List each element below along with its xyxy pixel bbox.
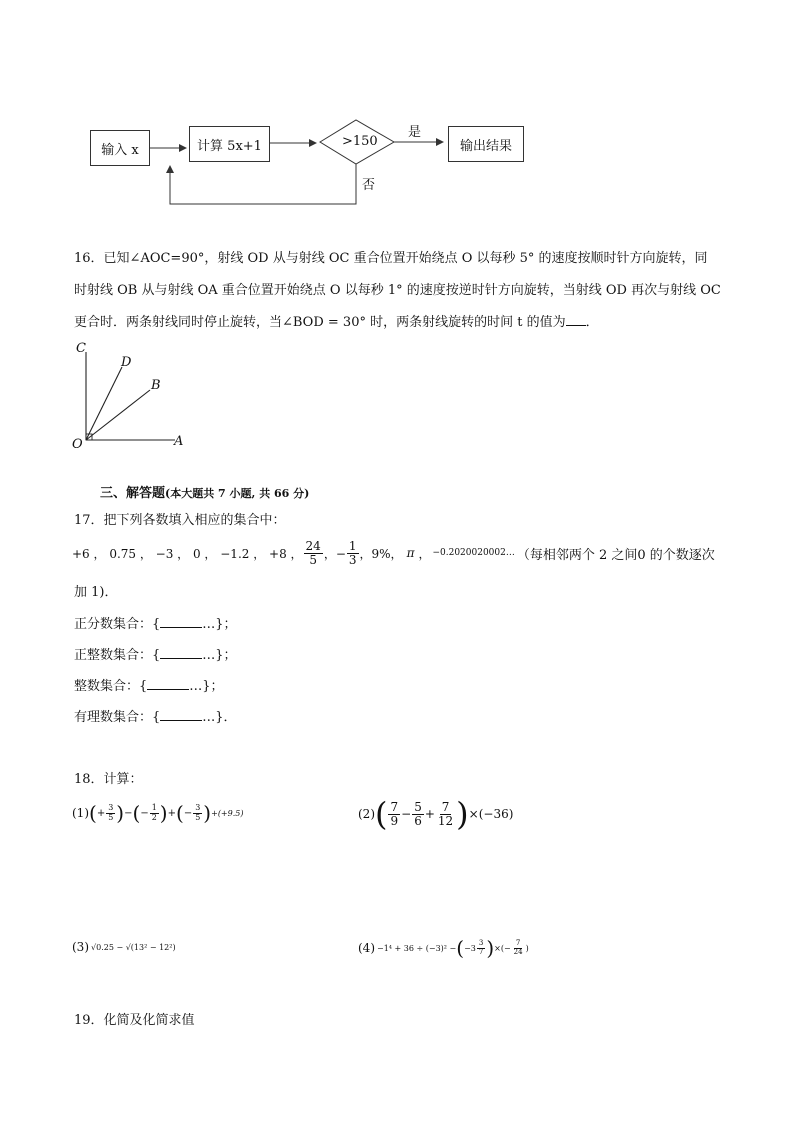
frac1-num: 24 — [305, 538, 321, 553]
p4-expr-c: ) — [525, 943, 529, 953]
q17-tail-1: （每相邻两个 2 之间0 的个数逐次 — [516, 547, 715, 563]
set3-blank[interactable] — [147, 678, 189, 690]
q16-text-3b: ． — [585, 315, 599, 330]
q17-nums-a: +6 ， 0.75 ， −3 ， 0 ， −1.2 ， +8 ， — [72, 546, 303, 561]
q17-set-positive-fraction — [74, 613, 237, 632]
p1-tail: +(+9.5) — [211, 808, 244, 818]
q18-intro-text: 计算： — [103, 772, 143, 787]
set1-blank[interactable] — [160, 616, 202, 628]
point-a-label: A — [174, 434, 184, 449]
set4-blank[interactable] — [160, 709, 202, 721]
p4-label: (4) — [358, 941, 375, 955]
q17-frac-24-5 — [304, 540, 323, 566]
frac2-num: 1 — [348, 538, 357, 553]
input-label: 输入 x — [101, 142, 139, 158]
q16-text-3: 更合时．两条射线同时停止旋转，当∠BOD = 30° 时，两条射线旋转的时间 t 的值为 — [74, 315, 566, 330]
ray-ob — [86, 390, 150, 440]
point-o-label: O — [72, 437, 83, 452]
p3-expr: √0.25 − √(13² − 12²) — [91, 942, 176, 952]
q17-nums-b: ，9%， — [359, 546, 403, 561]
q18-part1: (1) ( + $\frac{3}{5}$ ) − ( − $\frac{1}{2}$ ) + ( − $\frac{3}{5}$ ) +(+9.5) — [72, 801, 244, 825]
q17-set-rational — [74, 706, 237, 725]
frac1-den: 5 — [309, 552, 317, 567]
set2-label: 正整数集合：{ — [74, 648, 161, 663]
q18-number: 18． — [74, 772, 104, 787]
q18-part2: (2) ( $\frac{7}{9}$ − $\frac{5}{6}$ + $\frac{7}{12}$ ) ×(−36) — [358, 795, 514, 833]
q18-part3 — [72, 940, 176, 954]
p4-expr-a: −1⁴ + 36 ÷ (−3)² − — [377, 943, 457, 953]
q17-pi: π — [406, 546, 415, 560]
q17-set-positive-integer — [74, 644, 237, 663]
q17-tail-2: 加 1)． — [74, 585, 118, 600]
point-c-label: C — [76, 341, 86, 356]
compute-label: 计算 5x+1 — [197, 138, 262, 154]
q17-frac-1-3 — [347, 540, 359, 566]
point-d-label: D — [121, 355, 132, 370]
q17-long-number: −0.2020020002… — [432, 548, 515, 558]
q19-intro-text: 化简及化简求值 — [103, 1013, 195, 1028]
q17-nums-c: ， — [418, 546, 431, 561]
p3-label: (3) — [72, 940, 89, 954]
point-b-label: B — [151, 378, 161, 393]
no-label: 否 — [362, 178, 376, 193]
p1-label: (1) — [72, 806, 89, 820]
q16-number: 16． — [74, 251, 104, 266]
q17-number: 17． — [74, 513, 104, 528]
q17-neg-sign: ，− — [323, 546, 346, 561]
set2-blank[interactable] — [160, 647, 202, 659]
q16-text-1: 已知∠AOC=90°，射线 OD 从与射线 OC 重合位置开始绕点 O 以每秒 5° 的速度按顺时针方向旋转，同 — [103, 251, 708, 266]
set3-label: 整数集合：{ — [74, 679, 148, 694]
p2-label: (2) — [358, 807, 375, 821]
set4-label: 有理数集合：{ — [74, 710, 161, 725]
q19-intro — [74, 1009, 195, 1028]
yes-label: 是 — [408, 125, 422, 140]
set3-end: …}； — [189, 679, 224, 694]
q19-number: 19． — [74, 1013, 104, 1028]
set4-end: …}． — [202, 710, 237, 725]
section-note: (本大题共 7 小题, 共 66 分) — [165, 487, 310, 500]
q18-part4: (4) −1⁴ + 36 ÷ (−3)² − ( −3 $\frac{3}{7}$ ) ×(− $\frac{7}{24}$ ) — [358, 936, 529, 960]
frac2-den: 3 — [348, 552, 357, 567]
section-heading: 三、解答题 — [100, 486, 166, 501]
q16-figure — [0, 0, 794, 470]
ray-od — [86, 367, 122, 440]
q17-intro-text: 把下列各数填入相应的集合中： — [103, 513, 286, 528]
q18-intro — [74, 768, 143, 787]
set1-end: …}； — [202, 617, 237, 632]
q16-line2: 时射线 OB 从与射线 OA 重合位置开始绕点 O 以每秒 1° 的速度按逆时针方向旋转，当射线 OD 再次与射线 OC — [74, 283, 721, 298]
set2-end: …}； — [202, 648, 237, 663]
output-label: 输出结果 — [459, 138, 512, 154]
set1-label: 正分数集合：{ — [74, 617, 161, 632]
p2-tail: ×(−36) — [468, 807, 514, 821]
q17-set-integer — [74, 675, 224, 694]
q17-number-list — [72, 536, 715, 570]
q17-intro — [74, 509, 286, 528]
p4-expr-b: ×(− — [494, 943, 511, 953]
condition-label: >150 — [342, 134, 378, 149]
section-title — [100, 482, 309, 501]
